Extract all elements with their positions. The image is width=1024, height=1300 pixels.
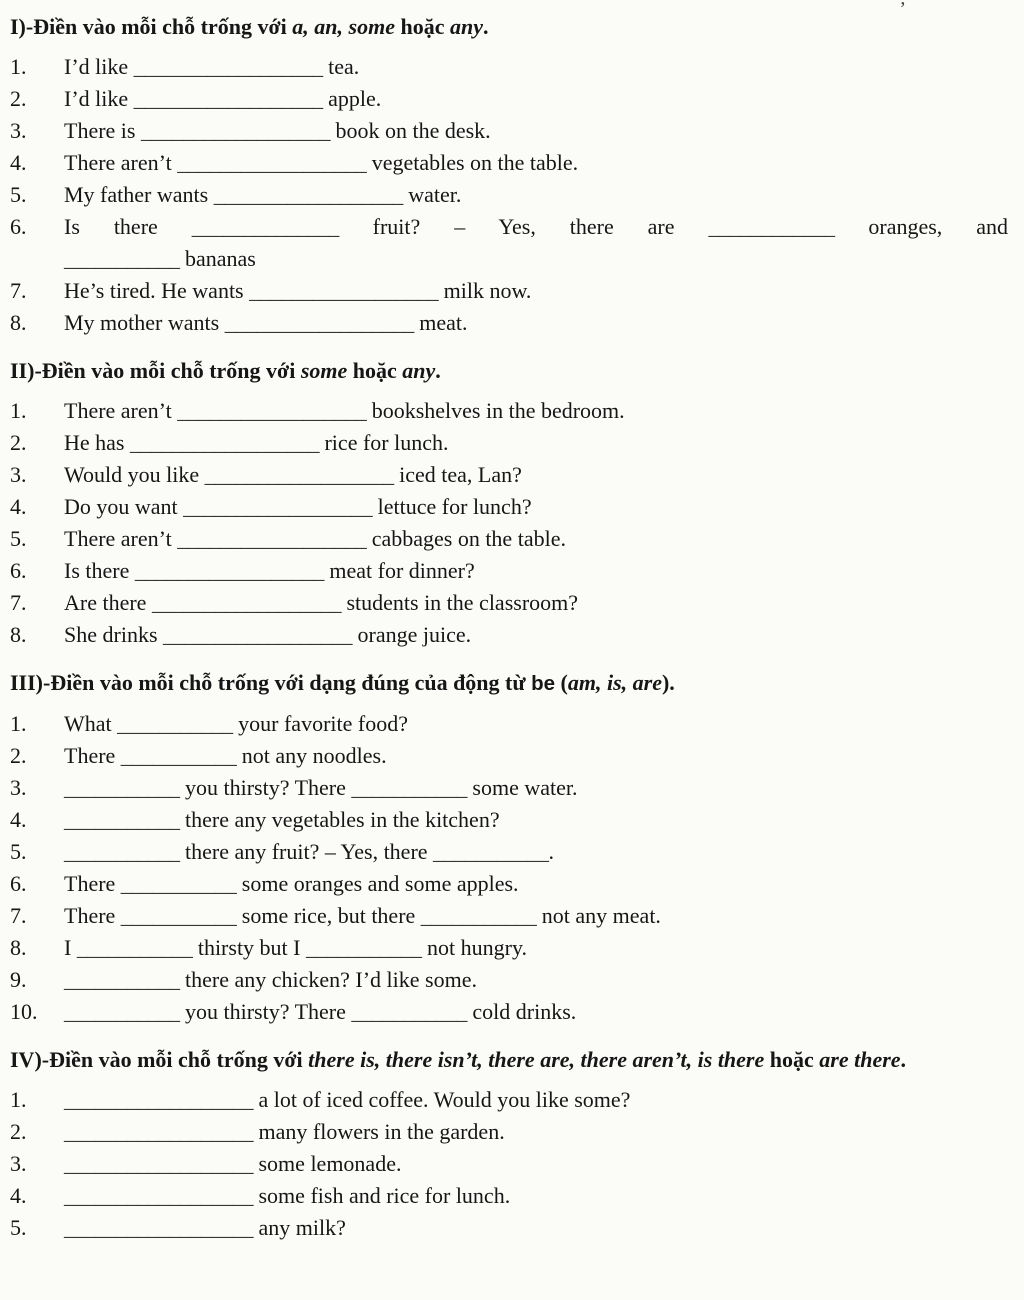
item-number: 10. — [10, 999, 38, 1024]
item-text — [64, 964, 1008, 996]
heading-part: II)-Điền vào mỗi chỗ trống với — [10, 358, 301, 383]
item-number: 4. — [10, 1183, 27, 1208]
fill-blank: __________________ — [163, 622, 352, 647]
item-line: __________________ some fish and rice for lunch. — [64, 1183, 511, 1208]
item-line: ___________ you thirsty? There ___________ some water. — [64, 775, 578, 800]
item-line: There aren’t __________________ cabbages on the table. — [64, 526, 566, 551]
item-number: 1. — [10, 54, 27, 79]
item-text — [64, 1116, 1008, 1148]
exercise-item — [10, 427, 1008, 459]
item-number: 7. — [10, 903, 27, 928]
item-number: 6. — [10, 214, 27, 239]
section-heading — [10, 668, 1008, 699]
item-text — [64, 740, 1008, 772]
exercise-item — [10, 1212, 1008, 1244]
item-number: 1. — [10, 398, 27, 423]
heading-part: I)-Điền vào mỗi chỗ trống với — [10, 14, 293, 39]
fill-blank: __________________ — [177, 150, 367, 175]
heading-part: be — [531, 672, 556, 695]
item-number: 2. — [10, 430, 27, 455]
exercise-item — [10, 772, 1008, 804]
fill-blank: __________________ — [129, 430, 319, 455]
exercise-item — [10, 555, 1008, 587]
heading-part: . — [482, 14, 489, 39]
exercise-section-I — [10, 12, 1008, 339]
item-text — [64, 804, 1008, 836]
item-text — [64, 555, 1008, 587]
item-line: My father wants __________________ water. — [64, 182, 462, 207]
fill-blank: __________________ — [140, 118, 330, 143]
item-number: 7. — [10, 590, 27, 615]
item-line: What ___________ your favorite food? — [64, 711, 408, 736]
fill-blank: __________________ — [151, 590, 341, 615]
fill-blank: __________________ — [64, 1215, 253, 1240]
heading-part: am, is, are — [567, 670, 662, 695]
item-line: There ___________ not any noodles. — [64, 743, 387, 768]
heading-part: hoặc — [347, 358, 403, 383]
section-items — [10, 1084, 1008, 1244]
heading-part: any — [449, 14, 483, 39]
exercise-item — [10, 307, 1008, 339]
item-number: 3. — [10, 462, 27, 487]
fill-blank: __________________ — [64, 1087, 253, 1112]
item-line: ___________ you thirsty? There ___________ cold drinks. — [64, 999, 577, 1024]
item-line: There aren’t __________________ vegetables on the table. — [64, 150, 579, 175]
item-number: 3. — [10, 775, 27, 800]
fill-blank: ___________ — [64, 839, 180, 864]
exercise-item — [10, 1084, 1008, 1116]
exercise-item — [10, 179, 1008, 211]
exercise-item — [10, 836, 1008, 868]
item-text — [64, 900, 1008, 932]
item-number: 6. — [10, 871, 27, 896]
item-text — [64, 147, 1008, 179]
item-text — [64, 179, 1008, 211]
fill-blank: ___________ — [433, 839, 549, 864]
exercise-item — [10, 619, 1008, 651]
item-line: My mother wants __________________ meat. — [64, 310, 468, 335]
fill-blank: ___________ — [64, 999, 180, 1024]
item-text — [64, 307, 1008, 339]
item-line: There is __________________ book on the desk. — [64, 118, 491, 143]
item-number: 2. — [10, 743, 27, 768]
item-line: ___________ there any fruit? – Yes, there ___________. — [64, 839, 555, 864]
exercise-item — [10, 964, 1008, 996]
item-number: 4. — [10, 150, 27, 175]
fill-blank: ___________ — [120, 871, 237, 896]
exercise-item — [10, 459, 1008, 491]
item-text — [64, 427, 1008, 459]
fill-blank: ___________ — [64, 807, 180, 832]
heading-part: . — [900, 1047, 907, 1072]
item-text — [64, 619, 1008, 651]
exercise-item — [10, 1180, 1008, 1212]
fill-blank: ____________ — [708, 214, 835, 239]
fill-blank: __________________ — [204, 462, 394, 487]
exercise-item — [10, 275, 1008, 307]
fill-blank: ___________ — [420, 903, 537, 928]
item-text — [64, 275, 1008, 307]
fill-blank: ___________ — [76, 935, 193, 960]
item-text — [64, 1212, 1008, 1244]
item-text — [64, 1180, 1008, 1212]
fill-blank: ___________ — [120, 903, 237, 928]
fill-blank: __________________ — [183, 494, 373, 519]
item-text — [64, 459, 1008, 491]
exercise-item — [10, 83, 1008, 115]
heading-part: some — [300, 358, 348, 383]
item-line: __________________ many flowers in the garden. — [64, 1119, 505, 1144]
heading-part: IV)-Điền vào mỗi chỗ trống với — [10, 1047, 309, 1072]
item-number: 4. — [10, 494, 27, 519]
exercise-section-II — [10, 356, 1008, 651]
item-text — [64, 211, 1008, 275]
fill-blank: __________________ — [224, 310, 414, 335]
exercise-item — [10, 211, 1008, 275]
fill-blank: ___________ — [64, 775, 180, 800]
item-number: 4. — [10, 807, 27, 832]
item-line: Would you like __________________ iced tea, Lan? — [64, 462, 522, 487]
item-line: She drinks __________________ orange juice. — [64, 622, 472, 647]
item-line: There ___________ some rice, but there ___________ not any meat. — [64, 903, 661, 928]
item-number: 5. — [10, 182, 27, 207]
section-heading — [10, 356, 1008, 386]
item-line: There aren’t __________________ bookshelves in the bedroom. — [64, 398, 625, 423]
fill-blank: ___________ — [306, 935, 422, 960]
fill-blank: ___________ — [64, 246, 180, 271]
item-number: 9. — [10, 967, 27, 992]
exercise-item — [10, 1148, 1008, 1180]
exercise-item — [10, 147, 1008, 179]
fill-blank: ___________ — [351, 775, 467, 800]
item-line: Are there __________________ students in the classroom? — [64, 590, 579, 615]
fill-blank: ______________ — [191, 214, 339, 239]
item-line: ___________ bananas — [64, 246, 256, 271]
item-text — [64, 772, 1008, 804]
fill-blank: __________________ — [177, 526, 367, 551]
exercise-section-III — [10, 668, 1008, 1028]
exercise-item — [10, 491, 1008, 523]
heading-part: are there — [819, 1047, 901, 1072]
fill-blank: ___________ — [64, 967, 180, 992]
exercise-item — [10, 900, 1008, 932]
item-text — [64, 587, 1008, 619]
item-text — [64, 836, 1008, 868]
exercise-item — [10, 1116, 1008, 1148]
section-heading — [10, 12, 1008, 42]
item-number: 1. — [10, 711, 27, 736]
exercise-item — [10, 932, 1008, 964]
section-items — [10, 395, 1008, 651]
item-line: __________________ some lemonade. — [64, 1151, 402, 1176]
item-number: 7. — [10, 278, 27, 303]
exercise-item — [10, 51, 1008, 83]
item-line: __________________ a lot of iced coffee. Would you like some? — [64, 1087, 631, 1112]
fill-blank: ___________ — [120, 743, 237, 768]
item-text — [64, 708, 1008, 740]
item-line: ___________ there any vegetables in the kitchen? — [64, 807, 500, 832]
section-heading — [10, 1045, 1008, 1075]
heading-part: any — [402, 358, 436, 383]
item-line: __________________ any milk? — [64, 1215, 346, 1240]
heading-part: ( — [555, 670, 568, 695]
exercise-item — [10, 868, 1008, 900]
item-number: 2. — [10, 1119, 27, 1144]
item-number: 8. — [10, 310, 27, 335]
section-items — [10, 51, 1008, 339]
exercise-section-IV — [10, 1045, 1008, 1244]
item-text — [64, 996, 1008, 1028]
item-line: ___________ there any chicken? I’d like some. — [64, 967, 477, 992]
heading-part: III)-Điền vào mỗi chỗ trống với dạng đúng của động từ — [10, 670, 532, 695]
fill-blank: __________________ — [64, 1183, 253, 1208]
exercise-item — [10, 804, 1008, 836]
item-number: 5. — [10, 526, 27, 551]
exercise-item — [10, 740, 1008, 772]
item-text — [64, 868, 1008, 900]
heading-part: ). — [661, 670, 675, 695]
heading-part: . — [435, 358, 441, 383]
fill-blank: __________________ — [64, 1119, 253, 1144]
item-number: 5. — [10, 839, 27, 864]
item-text — [64, 395, 1008, 427]
item-text — [64, 523, 1008, 555]
item-line: There ___________ some oranges and some apples. — [64, 871, 519, 896]
fill-blank: __________________ — [64, 1151, 253, 1176]
heading-part: there is, there isn’t, there are, there aren’t, is there — [308, 1047, 765, 1072]
item-line: I’d like __________________ apple. — [64, 86, 382, 111]
item-line: Is there ______________ fruit? – Yes, there are ____________ oranges, and — [64, 214, 1008, 239]
item-number: 3. — [10, 1151, 27, 1176]
heading-part: hoặc — [764, 1047, 820, 1072]
exercise-item — [10, 996, 1008, 1028]
heading-part: hoặc — [394, 14, 450, 39]
item-number: 1. — [10, 1087, 27, 1112]
item-text — [64, 83, 1008, 115]
item-text — [64, 51, 1008, 83]
section-items — [10, 708, 1008, 1028]
fill-blank: __________________ — [249, 278, 439, 303]
item-line: He’s tired. He wants __________________ milk now. — [64, 278, 532, 303]
item-number: 2. — [10, 86, 27, 111]
item-line: I ___________ thirsty but I ___________ not hungry. — [64, 935, 528, 960]
item-line: Is there __________________ meat for dinner? — [64, 558, 475, 583]
item-number: 6. — [10, 558, 27, 583]
heading-part: a, an, some — [292, 14, 395, 39]
item-number: 8. — [10, 935, 27, 960]
item-line: He has __________________ rice for lunch. — [64, 430, 449, 455]
exercise-item — [10, 115, 1008, 147]
fill-blank: __________________ — [177, 398, 367, 423]
fill-blank: __________________ — [134, 558, 324, 583]
exercise-item — [10, 395, 1008, 427]
item-text — [64, 1148, 1008, 1180]
item-text — [64, 115, 1008, 147]
item-text — [64, 491, 1008, 523]
exercise-item — [10, 587, 1008, 619]
fill-blank: __________________ — [133, 54, 323, 79]
fill-blank: ___________ — [117, 711, 233, 736]
item-text — [64, 1084, 1008, 1116]
fill-blank: __________________ — [213, 182, 403, 207]
item-number: 8. — [10, 622, 27, 647]
item-text — [64, 932, 1008, 964]
item-number: 5. — [10, 1215, 27, 1240]
exercise-item — [10, 523, 1008, 555]
fill-blank: __________________ — [133, 86, 323, 111]
fill-blank: ___________ — [351, 999, 467, 1024]
item-number: 3. — [10, 118, 27, 143]
item-line: Do you want __________________ lettuce for lunch? — [64, 494, 532, 519]
exercise-item — [10, 708, 1008, 740]
item-line: I’d like __________________ tea. — [64, 54, 360, 79]
